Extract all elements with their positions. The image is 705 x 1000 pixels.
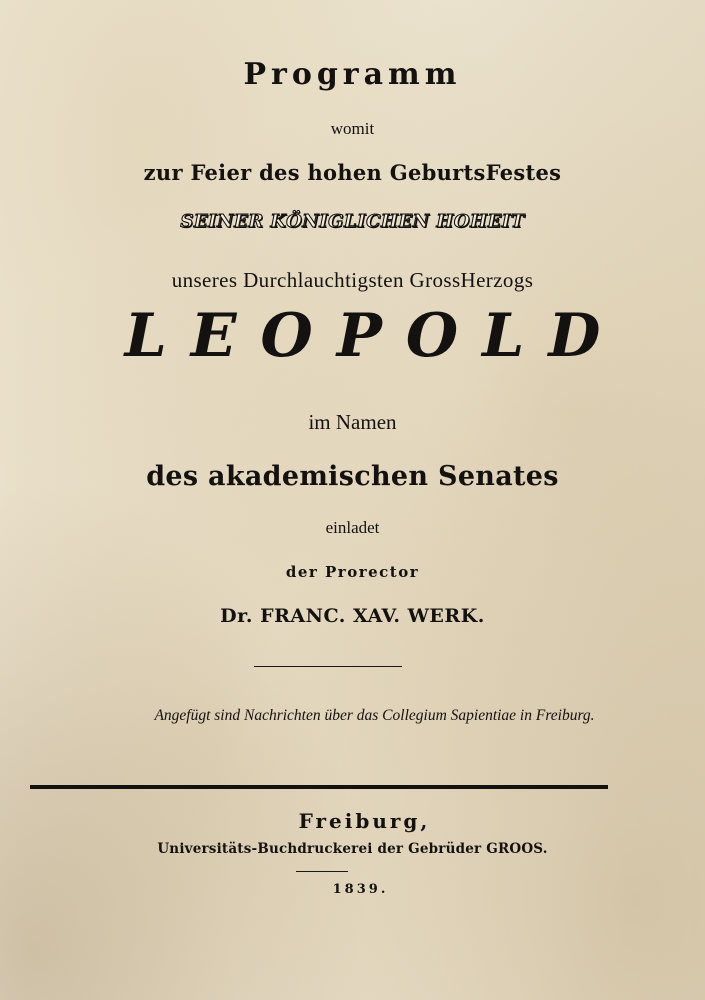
imprint-year: 1839. — [332, 882, 389, 897]
line-im-namen: im Namen — [308, 410, 397, 434]
tiny-divider — [296, 871, 348, 872]
honoree-name: LEOPOLD — [124, 301, 625, 371]
line-prorector: der Prorector — [285, 563, 420, 581]
imprint-place: Freiburg, — [298, 809, 431, 833]
thick-divider — [30, 785, 608, 789]
line-einladet: einladet — [325, 518, 380, 537]
imprint-printer: Universitäts-Buchdruckerei der Gebrüder GROOS. — [157, 841, 548, 857]
line-highness: SEINER KÖNIGLICHEN HOHEIT — [180, 211, 525, 232]
document-title: Programm — [243, 57, 462, 92]
author-name: Dr. FRANC. XAV. WERK. — [220, 605, 485, 627]
line-womit: womit — [330, 119, 375, 138]
line-grand-duke: unseres Durchlauchtigsten GrossHerzogs — [171, 268, 534, 292]
short-divider — [254, 666, 402, 667]
appendix-note: Angefügt sind Nachrichten über das Collegium Sapientiae in Freiburg. — [154, 707, 595, 724]
line-occasion: zur Feier des hohen GeburtsFestes — [143, 160, 562, 185]
line-senate: des akademischen Senates — [146, 461, 559, 492]
